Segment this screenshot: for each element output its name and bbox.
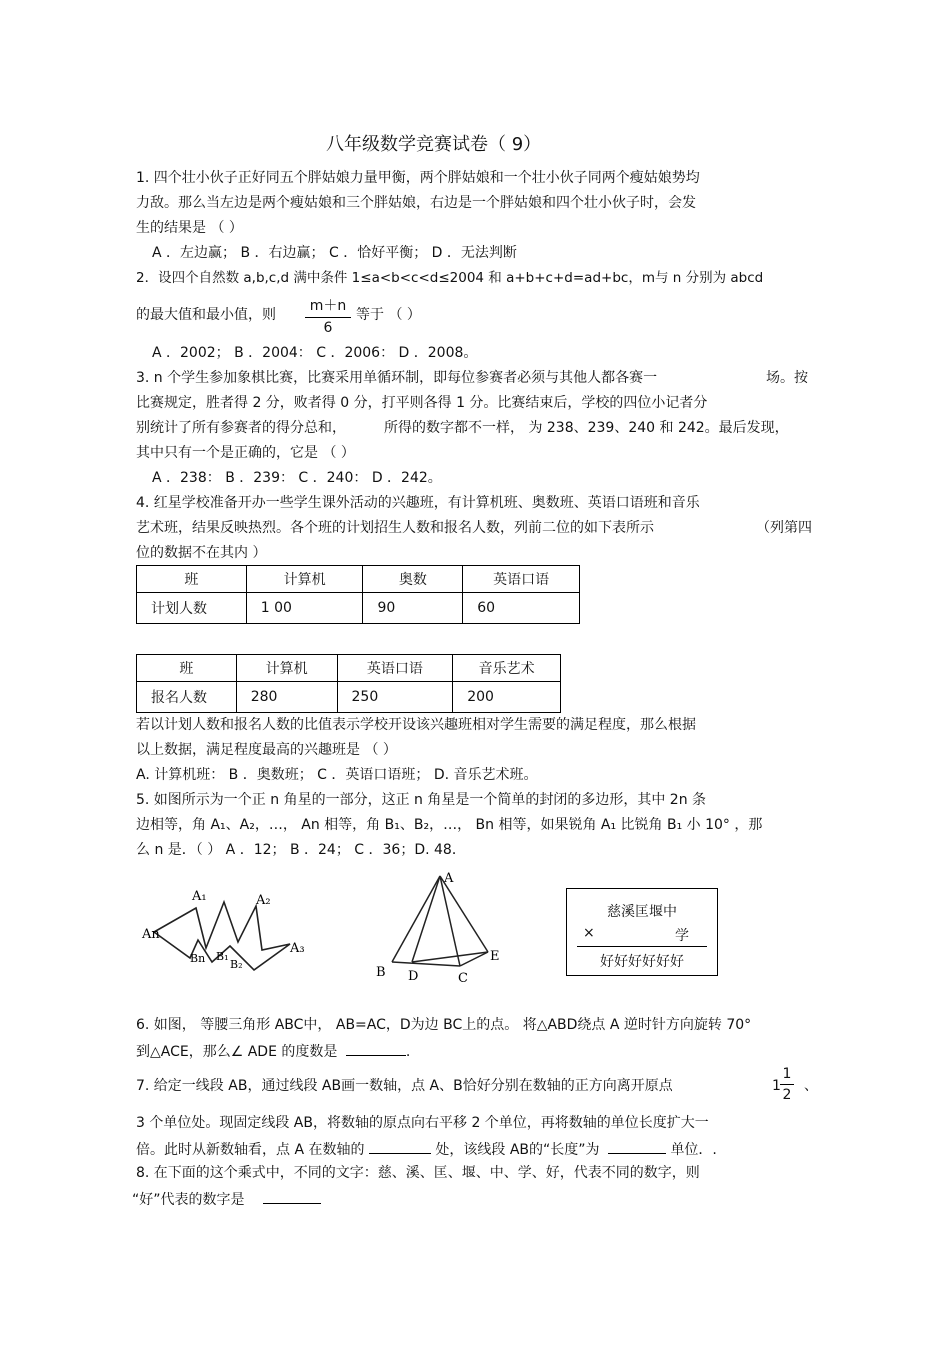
answer-blank[interactable]: [369, 1139, 431, 1154]
multiplication-box: [566, 888, 718, 976]
q1-line1: 1. 四个壮小伙子正好同五个胖姑娘力量甲衡，两个胖姑娘和一个壮小伙子同两个瘦姑娘势均: [136, 170, 700, 186]
q2-fraction: [305, 295, 351, 336]
q3-options: A ．238： B ．239： C ．240： D ．242。: [152, 470, 442, 486]
q2-line2a: 的最大值和最小值，则: [136, 307, 276, 323]
q4-line4: 若以计划人数和报名人数的比值表示学校开设该兴趣班相对学生需要的满足程度，那么根据: [136, 717, 696, 733]
label-A1: A₁: [192, 889, 207, 904]
label-A: A: [444, 871, 454, 886]
label-Bn: Bn: [190, 952, 206, 965]
q8-line1: 8. 在下面的这个乘式中，不同的文字：慈、溪、匡、堰、中、学、好，代表不同的数字，则: [136, 1165, 700, 1181]
q4-options: A. 计算机班： B ．奥数班； C ．英语口语班； D. 音乐艺术班。: [136, 767, 538, 783]
q7-line1b: 、: [804, 1078, 818, 1094]
table-header-cell: 奥数: [363, 566, 463, 593]
table-cell: 计划人数: [137, 593, 247, 624]
triangle-figure: [370, 866, 510, 986]
answer-blank[interactable]: [346, 1041, 406, 1056]
q1-options: A ．左边赢； B ．右边赢； C ．恰好平衡； D ．无法判断: [152, 245, 517, 261]
box-multiplier: 学: [675, 928, 689, 944]
triangle-lines: [392, 876, 488, 966]
label-B1: B₁: [216, 950, 229, 963]
q3-line2: 比赛规定，胜者得 2 分，败者得 0 分，打平则各得 1 分。比赛结束后，学校的四位小记者分: [136, 395, 708, 411]
table-cell: 报名人数: [137, 682, 237, 713]
q7-fraction: [780, 1066, 794, 1103]
box-result: 好好好好好好: [600, 954, 684, 970]
q7-frac-num: 1: [782, 1066, 792, 1082]
table-cell: 280: [236, 682, 337, 713]
q2-options: A ．2002； B ．2004： C ．2006： D ．2008。: [152, 345, 478, 361]
q7-line3c: 单位．.: [670, 1142, 717, 1158]
q4-line2b: （列第四: [756, 520, 812, 536]
q5-line3: 么 n 是．（ ） A ．12； B ．24； C ．36；D. 48．: [136, 842, 466, 858]
q3-line1a: 3. n 个学生参加象棋比赛，比赛采用单循环制，即每位参赛者必须与其他人都各赛一: [136, 370, 658, 386]
answer-blank[interactable]: [608, 1139, 666, 1154]
q7-line3b: 处，该线段 AB的“长度”为: [435, 1142, 600, 1158]
q3-line3a: 别统计了所有参赛者的得分总和，: [136, 420, 346, 436]
q3-line1b: 场。按: [766, 370, 808, 386]
q6-line2: [136, 1041, 410, 1061]
q2-frac-num: m＋n: [309, 298, 347, 314]
table-cell: 200: [453, 682, 561, 713]
q2-frac-den: 6: [323, 320, 333, 336]
label-A2: A₂: [256, 893, 271, 908]
q5-line2: 边相等，角 A₁、A₂，…， An 相等，角 B₁、B₂，…， Bn 相等，如果锐角 A₁ 比锐角 B₁ 小 10° ，那: [136, 817, 763, 833]
table-cell: 90: [363, 593, 463, 624]
q7-line2: 3 个单位处。现固定线段 AB，将数轴的原点向右平移 2 个单位，再将数轴的单位长度扩大一: [136, 1115, 709, 1131]
plan-table: [136, 565, 580, 624]
table-cell: 250: [337, 682, 453, 713]
table-row: [137, 593, 580, 624]
table-row: [137, 655, 561, 682]
table-row: [137, 566, 580, 593]
q6-line1: 6. 如图， 等腰三角形 ABC中， AB=AC，D为边 BC上的点。 将△ABD绕点 A 逆时针方向旋转 70°: [136, 1017, 752, 1033]
table-header-cell: 班: [137, 566, 247, 593]
enroll-table: [136, 654, 561, 713]
q6-line2-text: 到△ACE，那么∠ ADE 的度数是: [136, 1044, 338, 1060]
label-A3: A₃: [290, 941, 305, 956]
table-header-cell: 计算机: [246, 566, 363, 593]
q8-line2-text: “好”代表的数字是: [132, 1192, 245, 1208]
label-C: C: [458, 971, 468, 986]
q8-line2: [132, 1189, 321, 1209]
q7-line3: [136, 1139, 717, 1159]
table-row: [137, 682, 561, 713]
table-header-cell: 英语口语: [463, 566, 580, 593]
table-header-cell: 英语口语: [337, 655, 453, 682]
label-D: D: [408, 969, 419, 984]
label-B2: B₂: [230, 958, 243, 971]
q1-line3: 生的结果是 （ ）: [136, 220, 243, 236]
q7-line3a: 倍。此时从新数轴看，点 A 在数轴的: [136, 1142, 365, 1158]
page-title: 八年级数学竞赛试卷（ 9）: [326, 134, 542, 155]
q6-period: .: [405, 1044, 411, 1060]
table-cell: 60: [463, 593, 580, 624]
q1-line2: 力敌。那么当左边是两个瘦姑娘和三个胖姑娘，右边是一个胖姑娘和四个壮小伙子时，会发: [136, 195, 696, 211]
q5-line1: 5. 如图所示为一个正 n 角星的一部分，这正 n 角星是一个简单的封闭的多边形，其中 2n 条: [136, 792, 707, 808]
q4-line1: 4. 红星学校准备开办一些学生课外活动的兴趣班，有计算机班、奥数班、英语口语班和音乐: [136, 495, 700, 511]
table-cell: 1 00: [246, 593, 363, 624]
q4-line3: 位的数据不在其内 ）: [136, 545, 267, 561]
box-row1: 慈溪匡堰中: [607, 904, 677, 920]
label-E: E: [490, 949, 500, 964]
q7-frac-den: 2: [782, 1087, 792, 1103]
q4-line5: 以上数据，满足程度最高的兴趣班是 （ ）: [136, 742, 397, 758]
answer-blank[interactable]: [263, 1189, 321, 1204]
q4-line2a: 艺术班，结果反映热烈。各个班的计划招生人数和报名人数，列前二位的如下表所示: [136, 520, 654, 536]
box-times-sign: ×: [583, 925, 595, 941]
q7-line1a: 7. 给定一线段 AB，通过线段 AB画一数轴，点 A、B恰好分别在数轴的正方向离开原点: [136, 1078, 673, 1094]
star-figure: [140, 878, 320, 978]
label-An: An: [142, 927, 160, 942]
q2-line2b: 等于 （ ）: [356, 307, 421, 323]
box-divider: [577, 946, 707, 947]
q2-line1: 2．设四个自然数 a,b,c,d 满中条件 1≤a<b<c<d≤2004 和 a+b+c+d=ad+bc，m与 n 分别为 abcd: [136, 270, 764, 286]
q3-line3b: 所得的数字都不一样， 为 238、239、240 和 242。最后发现，: [384, 420, 789, 436]
table-header-cell: 音乐艺术: [453, 655, 561, 682]
table-header-cell: 计算机: [236, 655, 337, 682]
table-header-cell: 班: [137, 655, 237, 682]
q3-line4: 其中只有一个是正确的，它是 （ ）: [136, 445, 355, 461]
q7-whole: 1: [772, 1078, 781, 1094]
label-B: B: [376, 965, 386, 980]
